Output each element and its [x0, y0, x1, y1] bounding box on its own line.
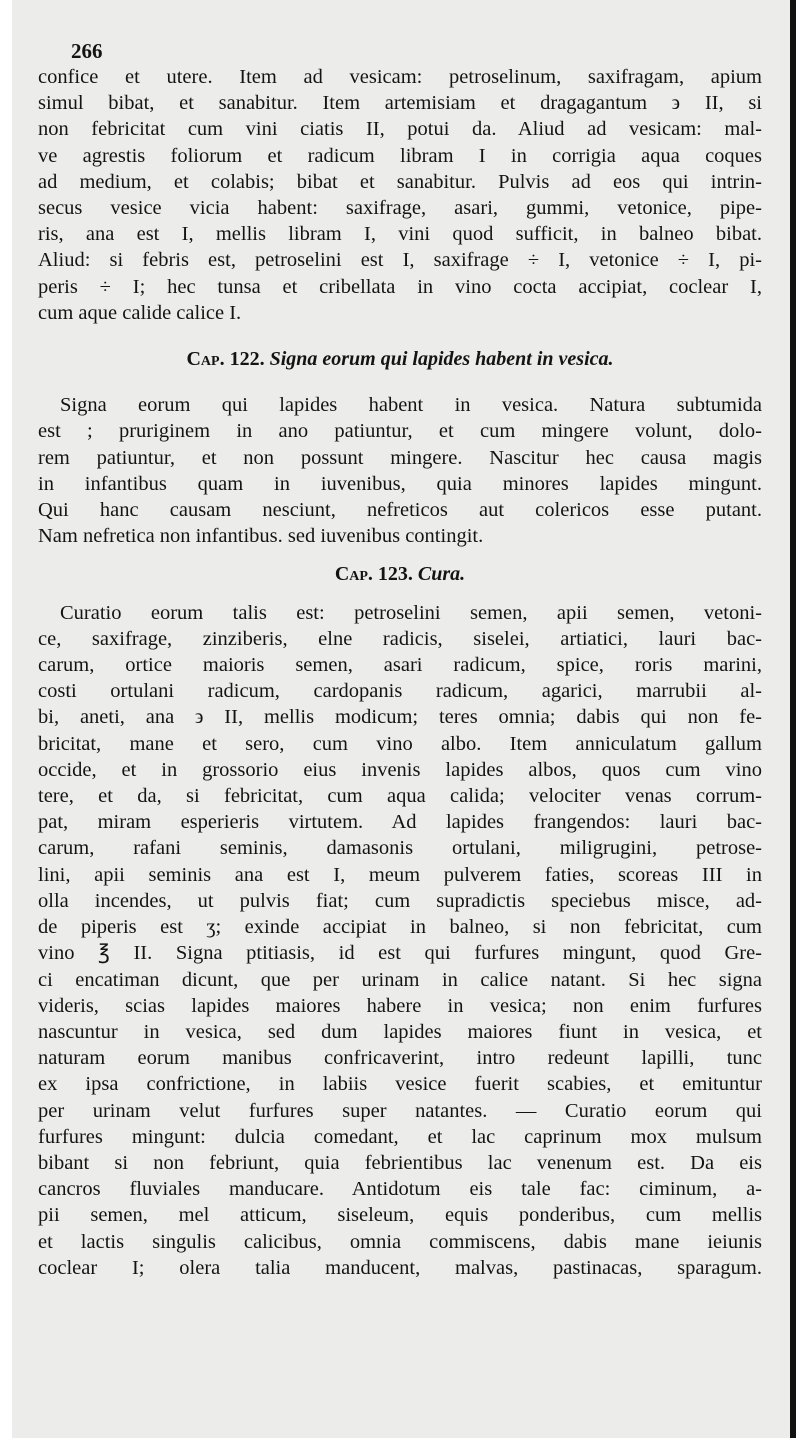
chapter-title: Cura. [417, 563, 466, 586]
text-line: bi, aneti, ana ϶ II, mellis modicum; teres omnia; dabis qui non fe- [38, 706, 762, 729]
text-line: tere, et da, si febricitat, cum aqua calida; velociter venas corrum- [38, 785, 762, 808]
text-line: bricitat, mane et sero, cum vino albo. Item anniculatum gallum [38, 732, 762, 755]
text-line: est ; pruriginem in ano patiuntur, et cum mingere volunt, dolo- [38, 420, 762, 443]
text-line: Qui hanc causam nesciunt, nefreticos aut colericos esse putant. [38, 499, 762, 522]
text-line: cum aque calide calice I. [38, 301, 242, 324]
page-number: 266 [71, 39, 103, 63]
text-line: ce, saxifrage, zinziberis, elne radicis, siselei, artiatici, lauri bac- [38, 627, 762, 650]
text-line: secus vesice vicia habent: saxifrage, asari, gummi, vetonice, pipe- [38, 197, 762, 220]
text-line: confice et utere. Item ad vesicam: petroselinum, saxifragam, apium [38, 66, 762, 88]
paragraph-1 [38, 64, 762, 326]
text-line: bibant si non febriunt, quia febrientibus lac venenum est. Da eis [38, 1151, 762, 1174]
text-line: in infantibus quam in iuvenibus, quia minores lapides mingunt. [38, 472, 762, 495]
text-line: ex ipsa confrictione, in labiis vesice fuerit scabies, et emituntur [38, 1073, 762, 1096]
text-line: Nam nefretica non infantibus. sed iuvenibus contingit. [38, 525, 484, 548]
text-line: rem patiuntur, et non possunt mingere. Nascitur hec causa magis [38, 446, 762, 469]
text-line: costi ortulani radicum, cardopanis radicum, agarici, marrubii al- [38, 680, 762, 703]
text-line: simul bibat, et sanabitur. Item artemisiam et dragagantum ϶ II, si [38, 92, 762, 115]
book-page [12, 0, 796, 1438]
chapter-123-heading [38, 561, 762, 587]
text-line: furfures mingunt: dulcia comedant, et lac caprinum mox mulsum [38, 1125, 762, 1148]
text-line: coclear I; olera talia manducent, malvas, pastinacas, sparagum. [38, 1256, 762, 1279]
text-line: ris, ana est I, mellis libram I, vini quod sufficit, in balneo bibat. [38, 223, 762, 246]
text-line: naturam eorum manibus confricaverint, intro redeunt lapilli, tunc [38, 1047, 762, 1070]
paragraph-3 [38, 600, 762, 1281]
text-line: cancros fluviales manducare. Antidotum eis tale fac: ciminum, a- [38, 1178, 762, 1201]
text-line: occide, et in grossorio eius invenis lapides albos, quos cum vino [38, 758, 762, 781]
text-line: nascuntur in vesica, sed dum lapides maiores fiunt in vesica, et [38, 1020, 762, 1043]
text-line: ci encatiman dicunt, que per urinam in calice natant. Si hec signa [38, 968, 762, 991]
text-line: ve agrestis foliorum et radicum libram I in corrigia aqua coques [38, 144, 762, 167]
text-line: carum, rafani seminis, damasonis ortulani, miligrugini, petrose- [38, 837, 762, 860]
text-line: carum, ortice maioris semen, asari radicum, spice, roris marini, [38, 654, 762, 677]
chapter-title: Signa eorum qui lapides habent in vesica. [269, 348, 614, 371]
chapter-label: Cap. 122. [186, 348, 265, 371]
text-line: pat, miram esperieris virtutem. Ad lapides frangendos: lauri bac- [38, 811, 762, 834]
chapter-label: Cap. 123. [334, 563, 413, 586]
text-line: vino ℥ II. Signa ptitiasis, id est qui furfures mingunt, quod Gre- [38, 942, 762, 965]
text-line: peris ÷ I; hec tunsa et cribellata in vino cocta accipiat, coclear I, [38, 275, 762, 298]
text-line: videris, scias lapides maiores habere in vesica; non enim furfures [38, 994, 762, 1017]
chapter-122-heading [38, 346, 762, 372]
text-line: Aliud: si febris est, petroselini est I, saxifrage ÷ I, vetonice ÷ I, pi- [38, 249, 762, 272]
text-line: olla incendes, ut pulvis fiat; cum supradictis speciebus misce, ad- [38, 889, 762, 912]
text-line: pii semen, mel atticum, siseleum, equis ponderibus, cum mellis [38, 1204, 762, 1227]
text-line: Curatio eorum talis est: petroselini semen, apii semen, vetoni- [60, 601, 762, 624]
text-line: ad medium, et colabis; bibat et sanabitur. Pulvis ad eos qui intrin- [38, 170, 762, 193]
text-line: per urinam velut furfures super natantes. — Curatio eorum qui [38, 1099, 762, 1122]
page-content [38, 38, 762, 1281]
text-line: et lactis singulis calicibus, omnia commiscens, dabis mane ieiunis [38, 1230, 762, 1253]
text-line: non febricitat cum vini ciatis II, potui da. Aliud ad vesicam: mal- [38, 118, 762, 141]
text-line: Signa eorum qui lapides habent in vesica. Natura subtumida [60, 394, 762, 417]
text-line: de piperis est ʒ; exinde accipiat in balneo, si non febricitat, cum [38, 916, 762, 939]
text-line: lini, apii seminis ana est I, meum pulverem faties, scoreas III in [38, 863, 762, 886]
paragraph-2 [38, 392, 762, 549]
